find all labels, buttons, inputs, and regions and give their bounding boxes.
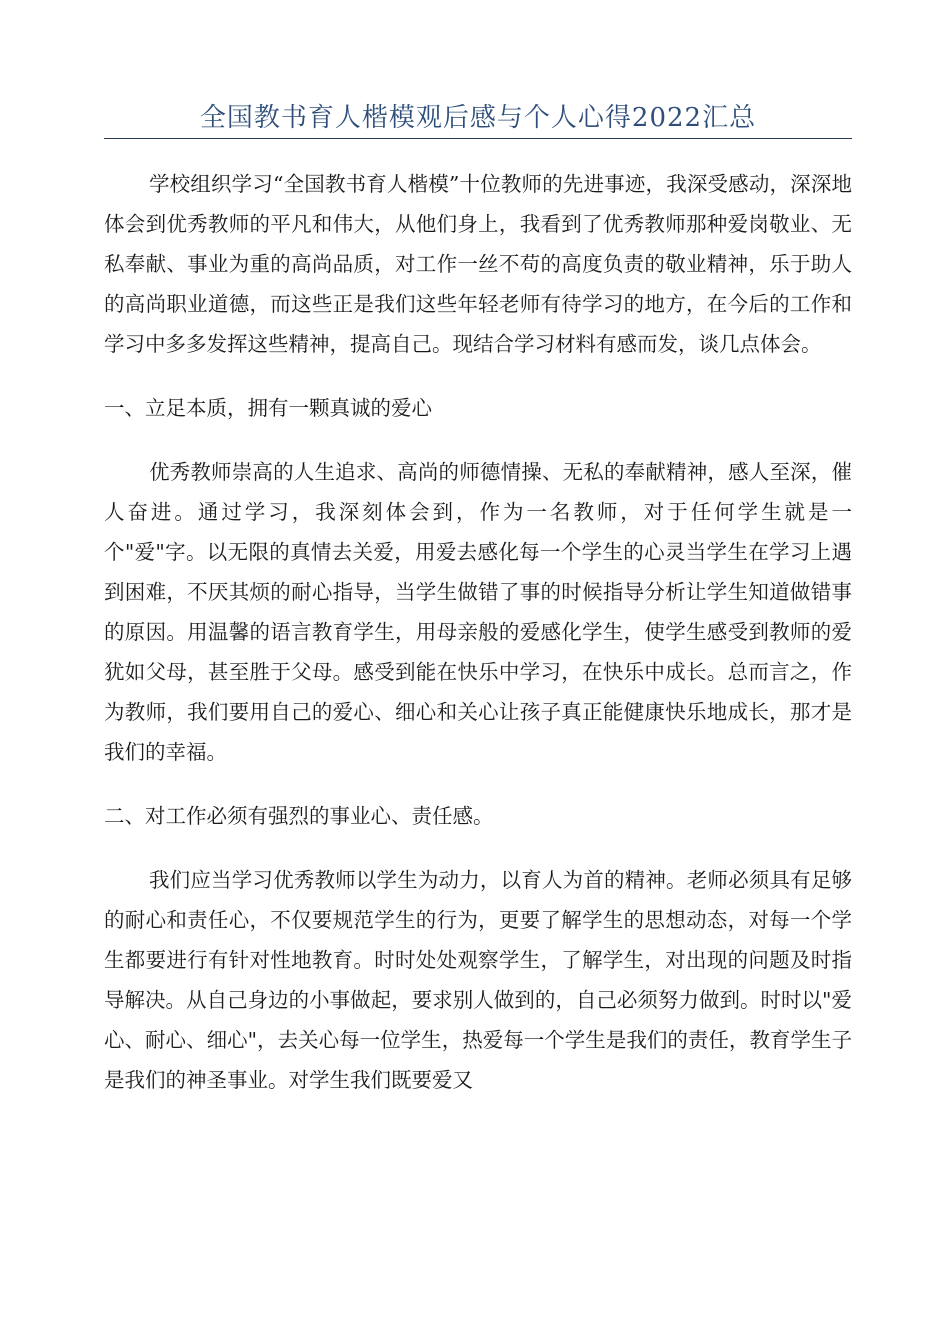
section-heading-1: 一、立足本质，拥有一颗真诚的爱心: [104, 396, 432, 420]
intro-paragraph: 学校组织学习“全国教书育人楷模”十位教师的先进事迹，我深受感动，深深地体会到优秀教师的平凡和伟大，从他们身上，我看到了优秀教师那种爱岗敬业、无私奉献、事业为重的高尚品质，对工作一丝不苟的高度负责的敬业精神，乐于助人的高尚职业道德，而这些正是我们这些年轻老师有待学习的地方，在今后的工作和学习中多多发挥这些精神，提高自己。现结合学习材料有感而发，谈几点体会。: [104, 172, 852, 356]
document-body: [104, 164, 852, 1100]
document-title: 全国教书育人楷模观后感与个人心得2022汇总: [199, 103, 757, 133]
section-heading-2: 二、对工作必须有强烈的事业心、责任感。: [104, 804, 494, 828]
title-block: [104, 100, 852, 139]
section-2-paragraph: 我们应当学习优秀教师以学生为动力，以育人为首的精神。老师必须具有足够的耐心和责任心，不仅要规范学生的行为，更要了解学生的思想动态，对每一个学生都要进行有针对性地教育。时时处处观察学生，了解学生，对出现的问题及时指导解决。从自己身边的小事做起，要求别人做到的，自己必须努力做到。时时以"爱心、耐心、细心"，去关心每一位学生，热爱每一个学生是我们的责任，教育学生子是我们的神圣事业。对学生我们既要爱又: [104, 868, 852, 1092]
section-1-paragraph: 优秀教师崇高的人生追求、高尚的师德情操、无私的奉献精神，感人至深，催人奋进。通过学习，我深刻体会到，作为一名教师，对于任何学生就是一个"爱"字。以无限的真情去关爱，用爱去感化每一个学生的心灵当学生在学习上遇到困难，不厌其烦的耐心指导，当学生做错了事的时候指导分析让学生知道做错事的原因。用温馨的语言教育学生，用母亲般的爱感化学生，使学生感受到教师的爱犹如父母，甚至胜于父母。感受到能在快乐中学习，在快乐中成长。总而言之，作为教师，我们要用自己的爱心、细心和关心让孩子真正能健康快乐地成长，那才是我们的幸福。: [104, 460, 852, 764]
